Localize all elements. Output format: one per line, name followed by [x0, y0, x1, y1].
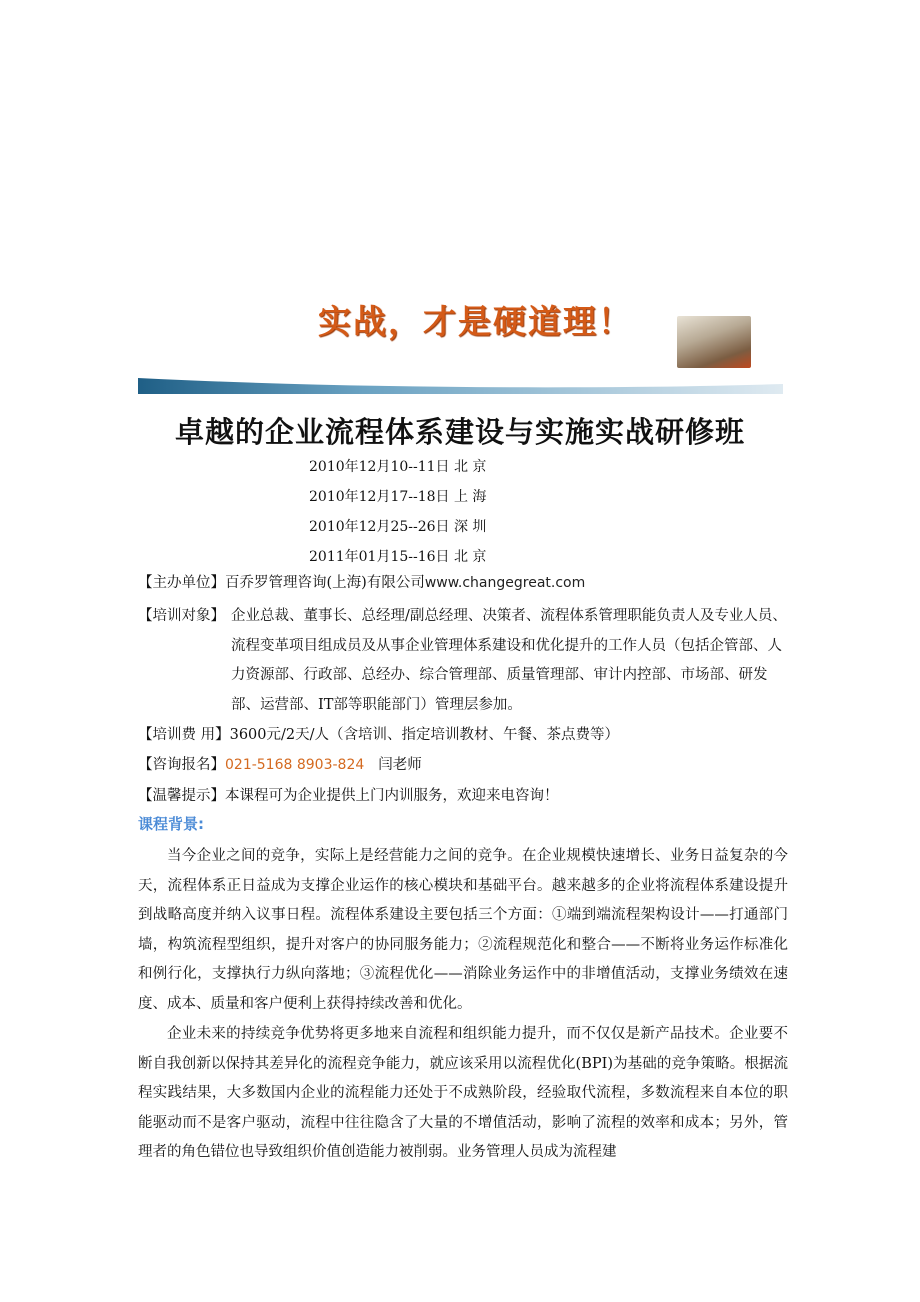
schedule-item: 2011年01月15--16日 北 京	[309, 549, 487, 565]
organizer-website-link[interactable]: www.changegreat.com	[424, 575, 586, 591]
contact-label: 【咨询报名】	[138, 757, 225, 773]
course-title: 卓越的企业流程体系建设与实施实战研修班	[174, 415, 745, 449]
schedule-item: 2010年12月10--11日 北 京	[309, 459, 487, 475]
audience-label: 【培训对象】	[138, 608, 225, 624]
fee-text: 3600元/2天/人（含培训、指定培训教材、午餐、茶点费等）	[229, 727, 620, 743]
organizer-name: 百乔罗管理咨询(上海)有限公司	[225, 575, 425, 591]
background-paragraph: 当今企业之间的竞争，实际上是经营能力之间的竞争。在企业规模快速增长、业务日益复杂的今天，流程体系正日益成为支撑企业运作的核心模块和基础平台。越来越多的企业将流程体系建设提升到战略高度并纳入议事日程。流程体系建设主要包括三个方面：①端到端流程架构设计——打通部门墙，构筑流程型组织，提升对客户的协同服务能力；②流程规范化和整合——不断将业务运作标准化和例行化，支撑执行力纵向落地；③流程优化——消除业务运作中的非增值活动，支撑业务绩效在速度、成本、质量和客户便利上获得持续改善和优化。	[138, 848, 788, 1012]
tip-label: 【温馨提示】	[138, 788, 225, 804]
schedule-list	[309, 452, 486, 572]
banner-photo	[677, 316, 751, 368]
fee-row	[138, 720, 619, 750]
contact-person: 闫老师	[378, 757, 422, 773]
fee-label: 【培训费 用】	[138, 727, 230, 743]
schedule-item: 2010年12月25--26日 深 圳	[309, 519, 487, 535]
contact-row	[138, 750, 422, 780]
contact-phone[interactable]: 021-5168 8903-824	[225, 757, 365, 773]
banner-stripe	[138, 378, 783, 394]
tip-text: 本课程可为企业提供上门内训服务，欢迎来电咨询！	[225, 788, 559, 804]
background-paragraph: 企业未来的持续竞争优势将更多地来自流程和组织能力提升，而不仅仅是新产品技术。企业要不断自我创新以保持其差异化的流程竞争能力，就应该采用以流程优化(BPI)为基础的竞争策略。根据流程实践结果，大多数国内企业的流程能力还处于不成熟阶段，经验取代流程，多数流程来自本位的职能驱动而不是客户驱动，流程中往往隐含了大量的不增值活动，影响了流程的效率和成本；另外，管理者的角色错位也导致组织价值创造能力被削弱。业务管理人员成为流程建	[138, 1026, 788, 1160]
section-heading-background: 课程背景:	[138, 815, 204, 833]
tip-row	[138, 781, 559, 811]
banner-slogan: 实战，才是硬道理！	[318, 302, 633, 341]
schedule-item: 2010年12月17--18日 上 海	[309, 489, 487, 505]
audience-row	[138, 602, 788, 720]
organizer-label: 【主办单位】	[138, 575, 225, 591]
organizer-row	[138, 568, 585, 598]
audience-text: 企业总裁、董事长、总经理/副总经理、决策者、流程体系管理职能负责人及专业人员、流程变革项目组成员及从事企业管理体系建设和优化提升的工作人员（包括企管部、人力资源部、行政部、总经办、综合管理部、质量管理部、审计内控部、市场部、研发部、运营部、IT部等职能部门）管理层参加。	[231, 608, 787, 713]
